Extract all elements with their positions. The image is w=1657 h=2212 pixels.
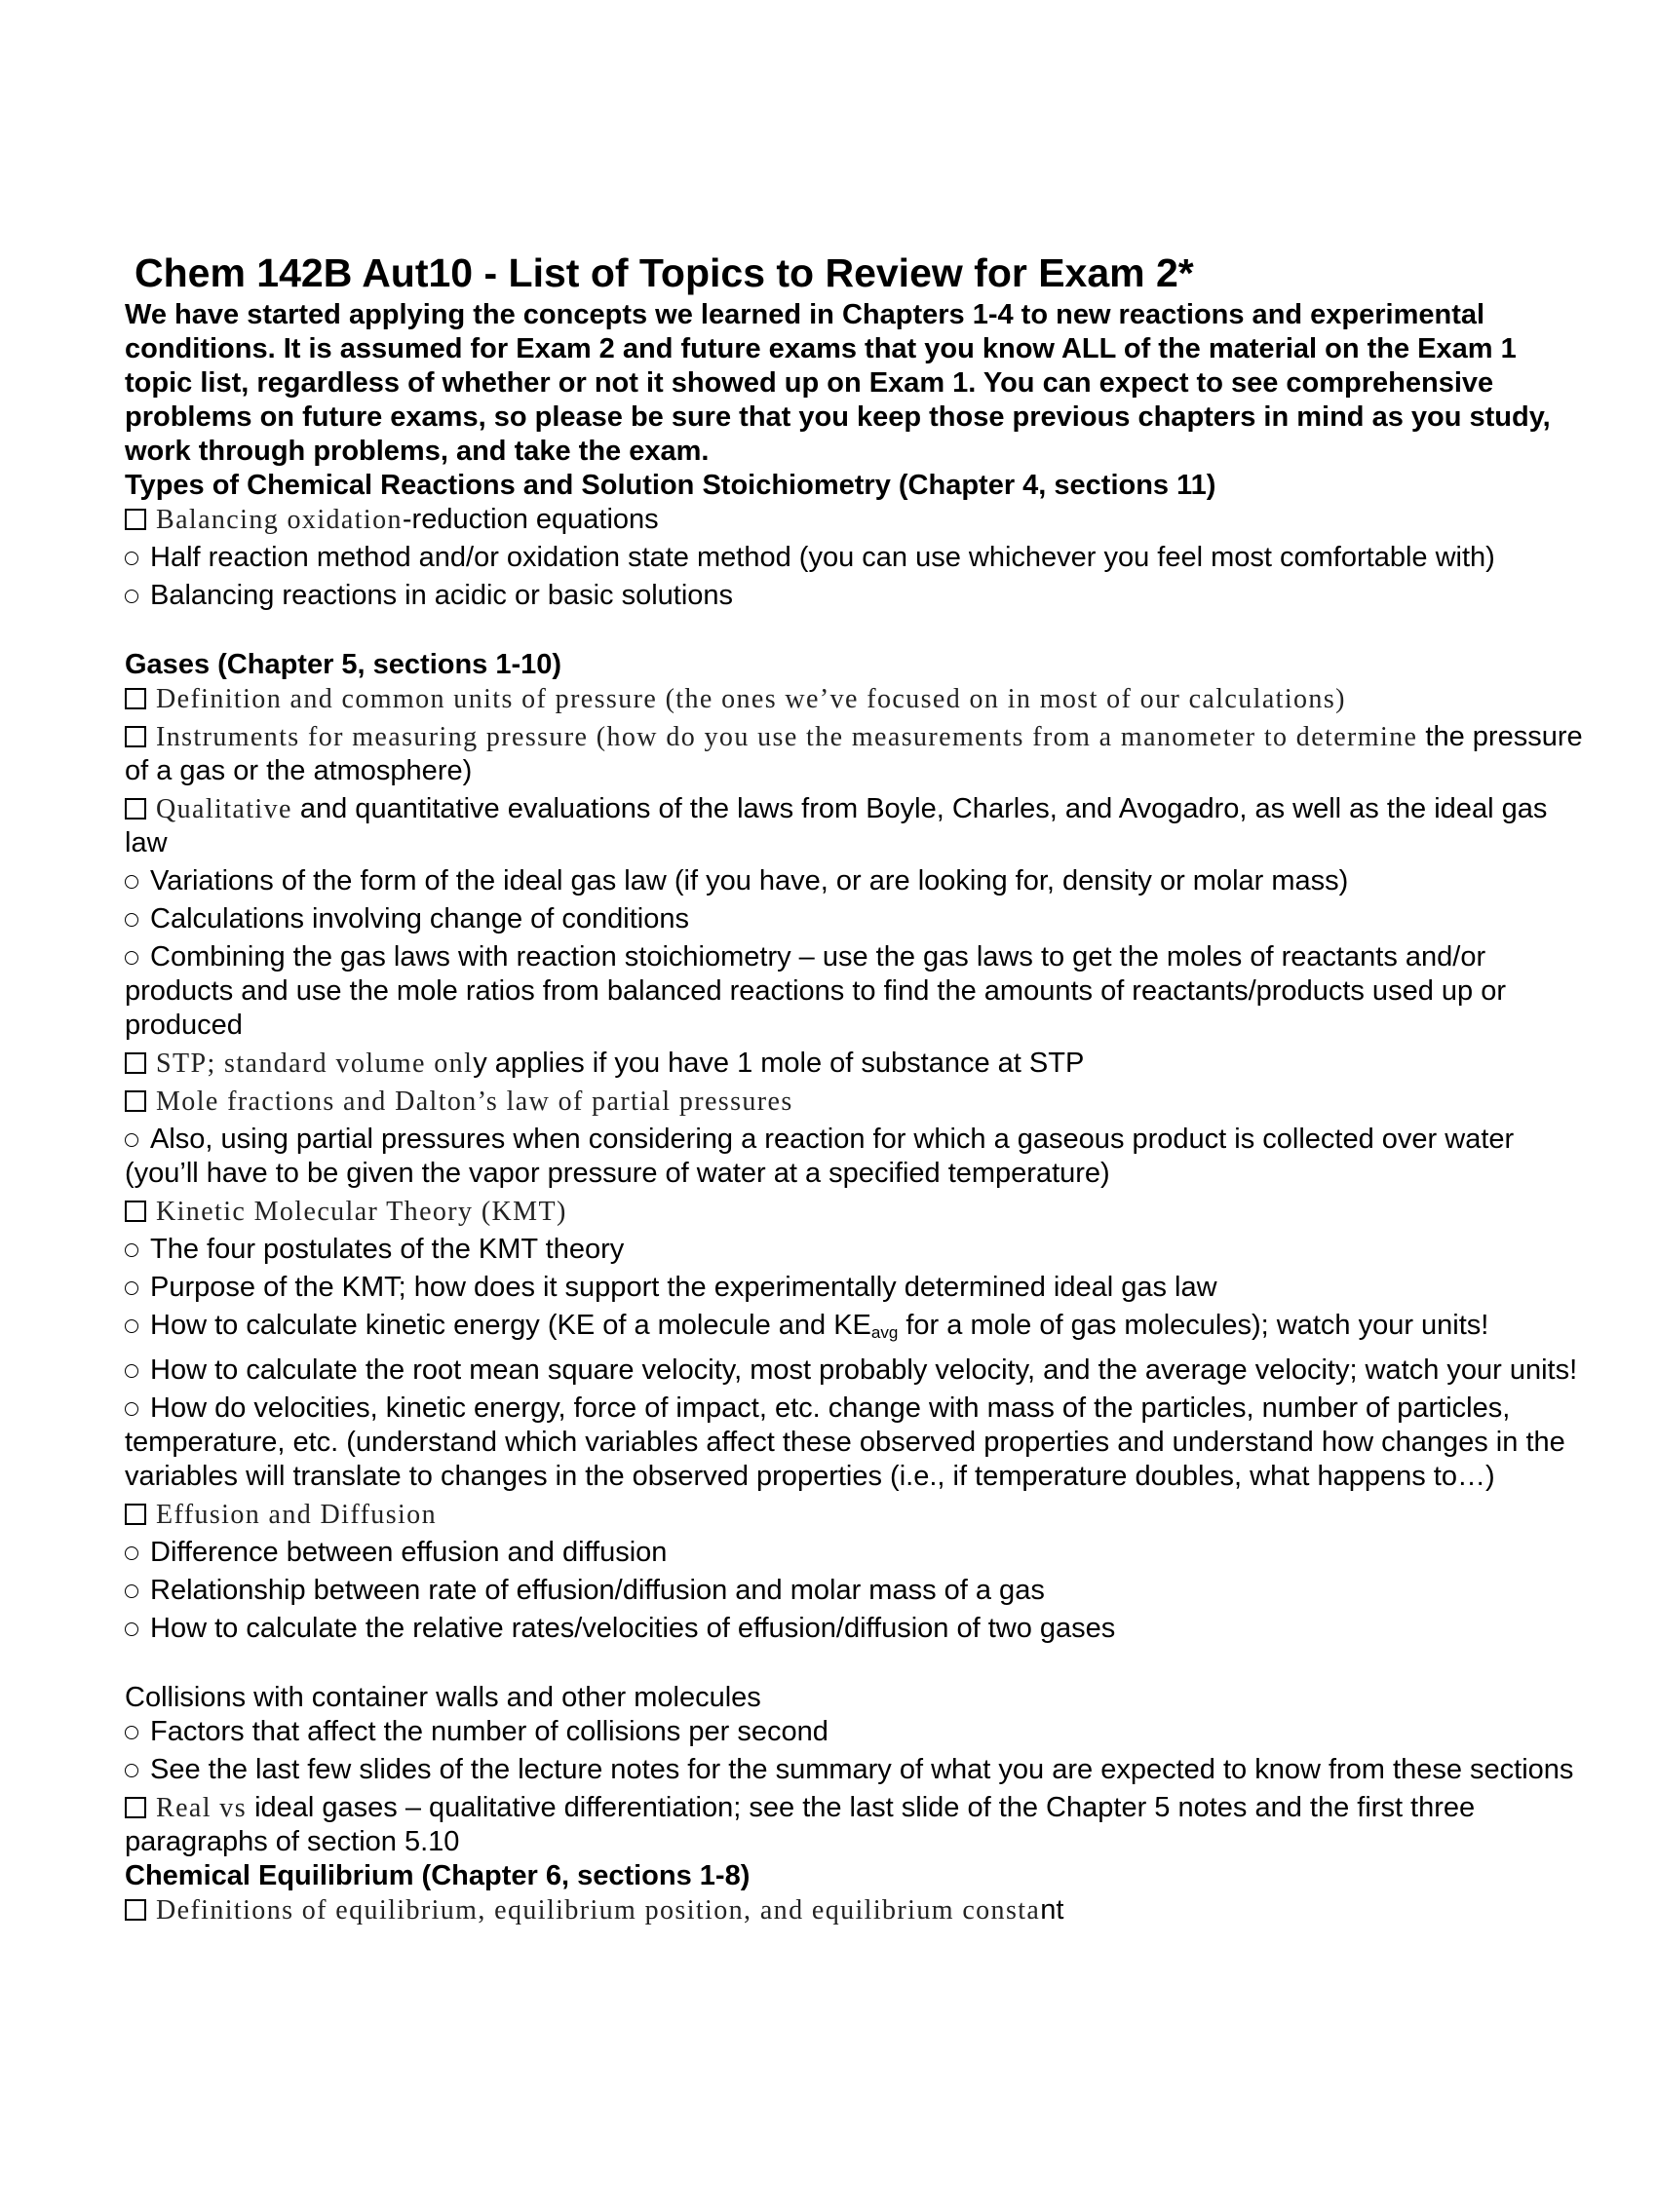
subtopic-item: Factors that affect the number of collisions per second xyxy=(125,1715,1587,1749)
circle-bullet-icon xyxy=(125,1133,138,1147)
topic-item: Mole fractions and Dalton’s law of partial pressures xyxy=(125,1085,1587,1119)
circle-bullet-icon xyxy=(125,1319,138,1333)
subtopic-item: See the last few slides of the lecture notes for the summary of what you are expected to know from these sections xyxy=(125,1753,1587,1787)
subtopic-item: Combining the gas laws with reaction stoichiometry – use the gas laws to get the moles of reactants and/or products and use the mole ratios from balanced reactions to find the amounts of reactants/products used up or produced xyxy=(125,941,1506,1041)
topic-item: Qualitative and quantitative evaluations of the laws from Boyle, Charles, and Avogadro, as well as the ideal gas law xyxy=(125,793,1548,858)
subtopic-item: Half reaction method and/or oxidation state method (you can use whichever you feel most comfortable with) xyxy=(125,541,1587,575)
circle-bullet-icon xyxy=(125,1546,138,1560)
section-heading-collisions: Collisions with container walls and other molecules xyxy=(125,1682,761,1713)
topic-item: Instruments for measuring pressure (how do you use the measurements from a manometer to determine the pressure of a gas or the atmosphere) xyxy=(125,721,1583,786)
circle-bullet-icon xyxy=(125,951,138,965)
checkbox-icon xyxy=(125,1797,146,1818)
subtopic-item: How to calculate the root mean square velocity, most probably velocity, and the average velocity; watch your units! xyxy=(125,1354,1587,1388)
section-heading-reactions: Types of Chemical Reactions and Solution Stoichiometry (Chapter 4, sections 11) xyxy=(125,470,1216,501)
circle-bullet-icon xyxy=(125,590,138,603)
subtopic-item: How do velocities, kinetic energy, force of impact, etc. change with mass of the particles, number of particles, temperature, etc. (understand which variables affect these observed properties and understand how changes in the variables will translate to changes in the observed properties (i.e., if temperature doubles, what happens to…) xyxy=(125,1392,1565,1492)
circle-bullet-icon xyxy=(125,875,138,889)
circle-bullet-icon xyxy=(125,552,138,565)
circle-bullet-icon xyxy=(125,1584,138,1598)
subtopic-item: Also, using partial pressures when considering a reaction for which a gaseous product is collected over water (you’ll have to be given the vapor pressure of water at a specified temperature) xyxy=(125,1124,1515,1189)
subtopic-item: Calculations involving change of conditions xyxy=(125,902,1587,936)
section-heading-gases: Gases (Chapter 5, sections 1-10) xyxy=(125,649,562,680)
topic-item: Balancing oxidation-reduction equations xyxy=(125,503,1587,537)
topic-item: STP; standard volume only applies if you have 1 mole of substance at STP xyxy=(125,1047,1587,1081)
subtopic-item: Variations of the form of the ideal gas law (if you have, or are looking for, density or molar mass) xyxy=(125,864,1587,898)
circle-bullet-icon xyxy=(125,1364,138,1378)
circle-bullet-icon xyxy=(125,913,138,927)
topic-item: Real vs ideal gases – qualitative differentiation; see the last slide of the Chapter 5 notes and the first three paragraphs of section 5.10 xyxy=(125,1792,1476,1857)
checkbox-icon xyxy=(125,1201,146,1222)
checkbox-icon xyxy=(125,726,146,747)
topic-item: Definitions of equilibrium, equilibrium position, and equilibrium constant xyxy=(125,1893,1587,1927)
topic-item: Effusion and Diffusion xyxy=(125,1498,1587,1532)
subtopic-item: The four postulates of the KMT theory xyxy=(125,1233,1587,1267)
topic-item: Definition and common units of pressure (the ones we’ve focused on in most of our calculations) xyxy=(125,682,1587,716)
subtopic-item: Balancing reactions in acidic or basic solutions xyxy=(125,579,1587,613)
checkbox-icon xyxy=(125,798,146,820)
subtopic-item: Difference between effusion and diffusion xyxy=(125,1536,1587,1570)
section-heading-equilibrium: Chemical Equilibrium (Chapter 6, sections 1-8) xyxy=(125,1860,751,1891)
checkbox-icon xyxy=(125,1052,146,1074)
circle-bullet-icon xyxy=(125,1622,138,1636)
circle-bullet-icon xyxy=(125,1402,138,1416)
topic-item: Kinetic Molecular Theory (KMT) xyxy=(125,1195,1587,1229)
checkbox-icon xyxy=(125,1090,146,1112)
document-title: Chem 142B Aut10 - List of Topics to Review for Exam 2* xyxy=(135,250,1194,295)
circle-bullet-icon xyxy=(125,1726,138,1739)
checkbox-icon xyxy=(125,1899,146,1921)
circle-bullet-icon xyxy=(125,1764,138,1777)
document-content xyxy=(125,248,1587,1927)
checkbox-icon xyxy=(125,1504,146,1525)
checkbox-icon xyxy=(125,509,146,530)
circle-bullet-icon xyxy=(125,1281,138,1295)
intro-paragraph: We have started applying the concepts we learned in Chapters 1-4 to new reactions and experimental conditions. It is assumed for Exam 2 and future exams that you know ALL of the material on the Exam 1 topic list, regardless of whether or not it showed up on Exam 1. You can expect to see comprehensive problems on future exams, so please be sure that you keep those previous chapters in mind as you study, work through problems, and take the exam. xyxy=(125,299,1551,467)
circle-bullet-icon xyxy=(125,1243,138,1257)
subtopic-item: Purpose of the KMT; how does it support the experimentally determined ideal gas law xyxy=(125,1271,1587,1305)
subtopic-item: How to calculate the relative rates/velocities of effusion/diffusion of two gases xyxy=(125,1612,1587,1646)
checkbox-icon xyxy=(125,688,146,709)
subtopic-item: Relationship between rate of effusion/diffusion and molar mass of a gas xyxy=(125,1574,1587,1608)
subtopic-item: How to calculate kinetic energy (KE of a molecule and $KE_{avg}$ for a mole of gas molecules); watch your units! xyxy=(125,1309,1587,1350)
